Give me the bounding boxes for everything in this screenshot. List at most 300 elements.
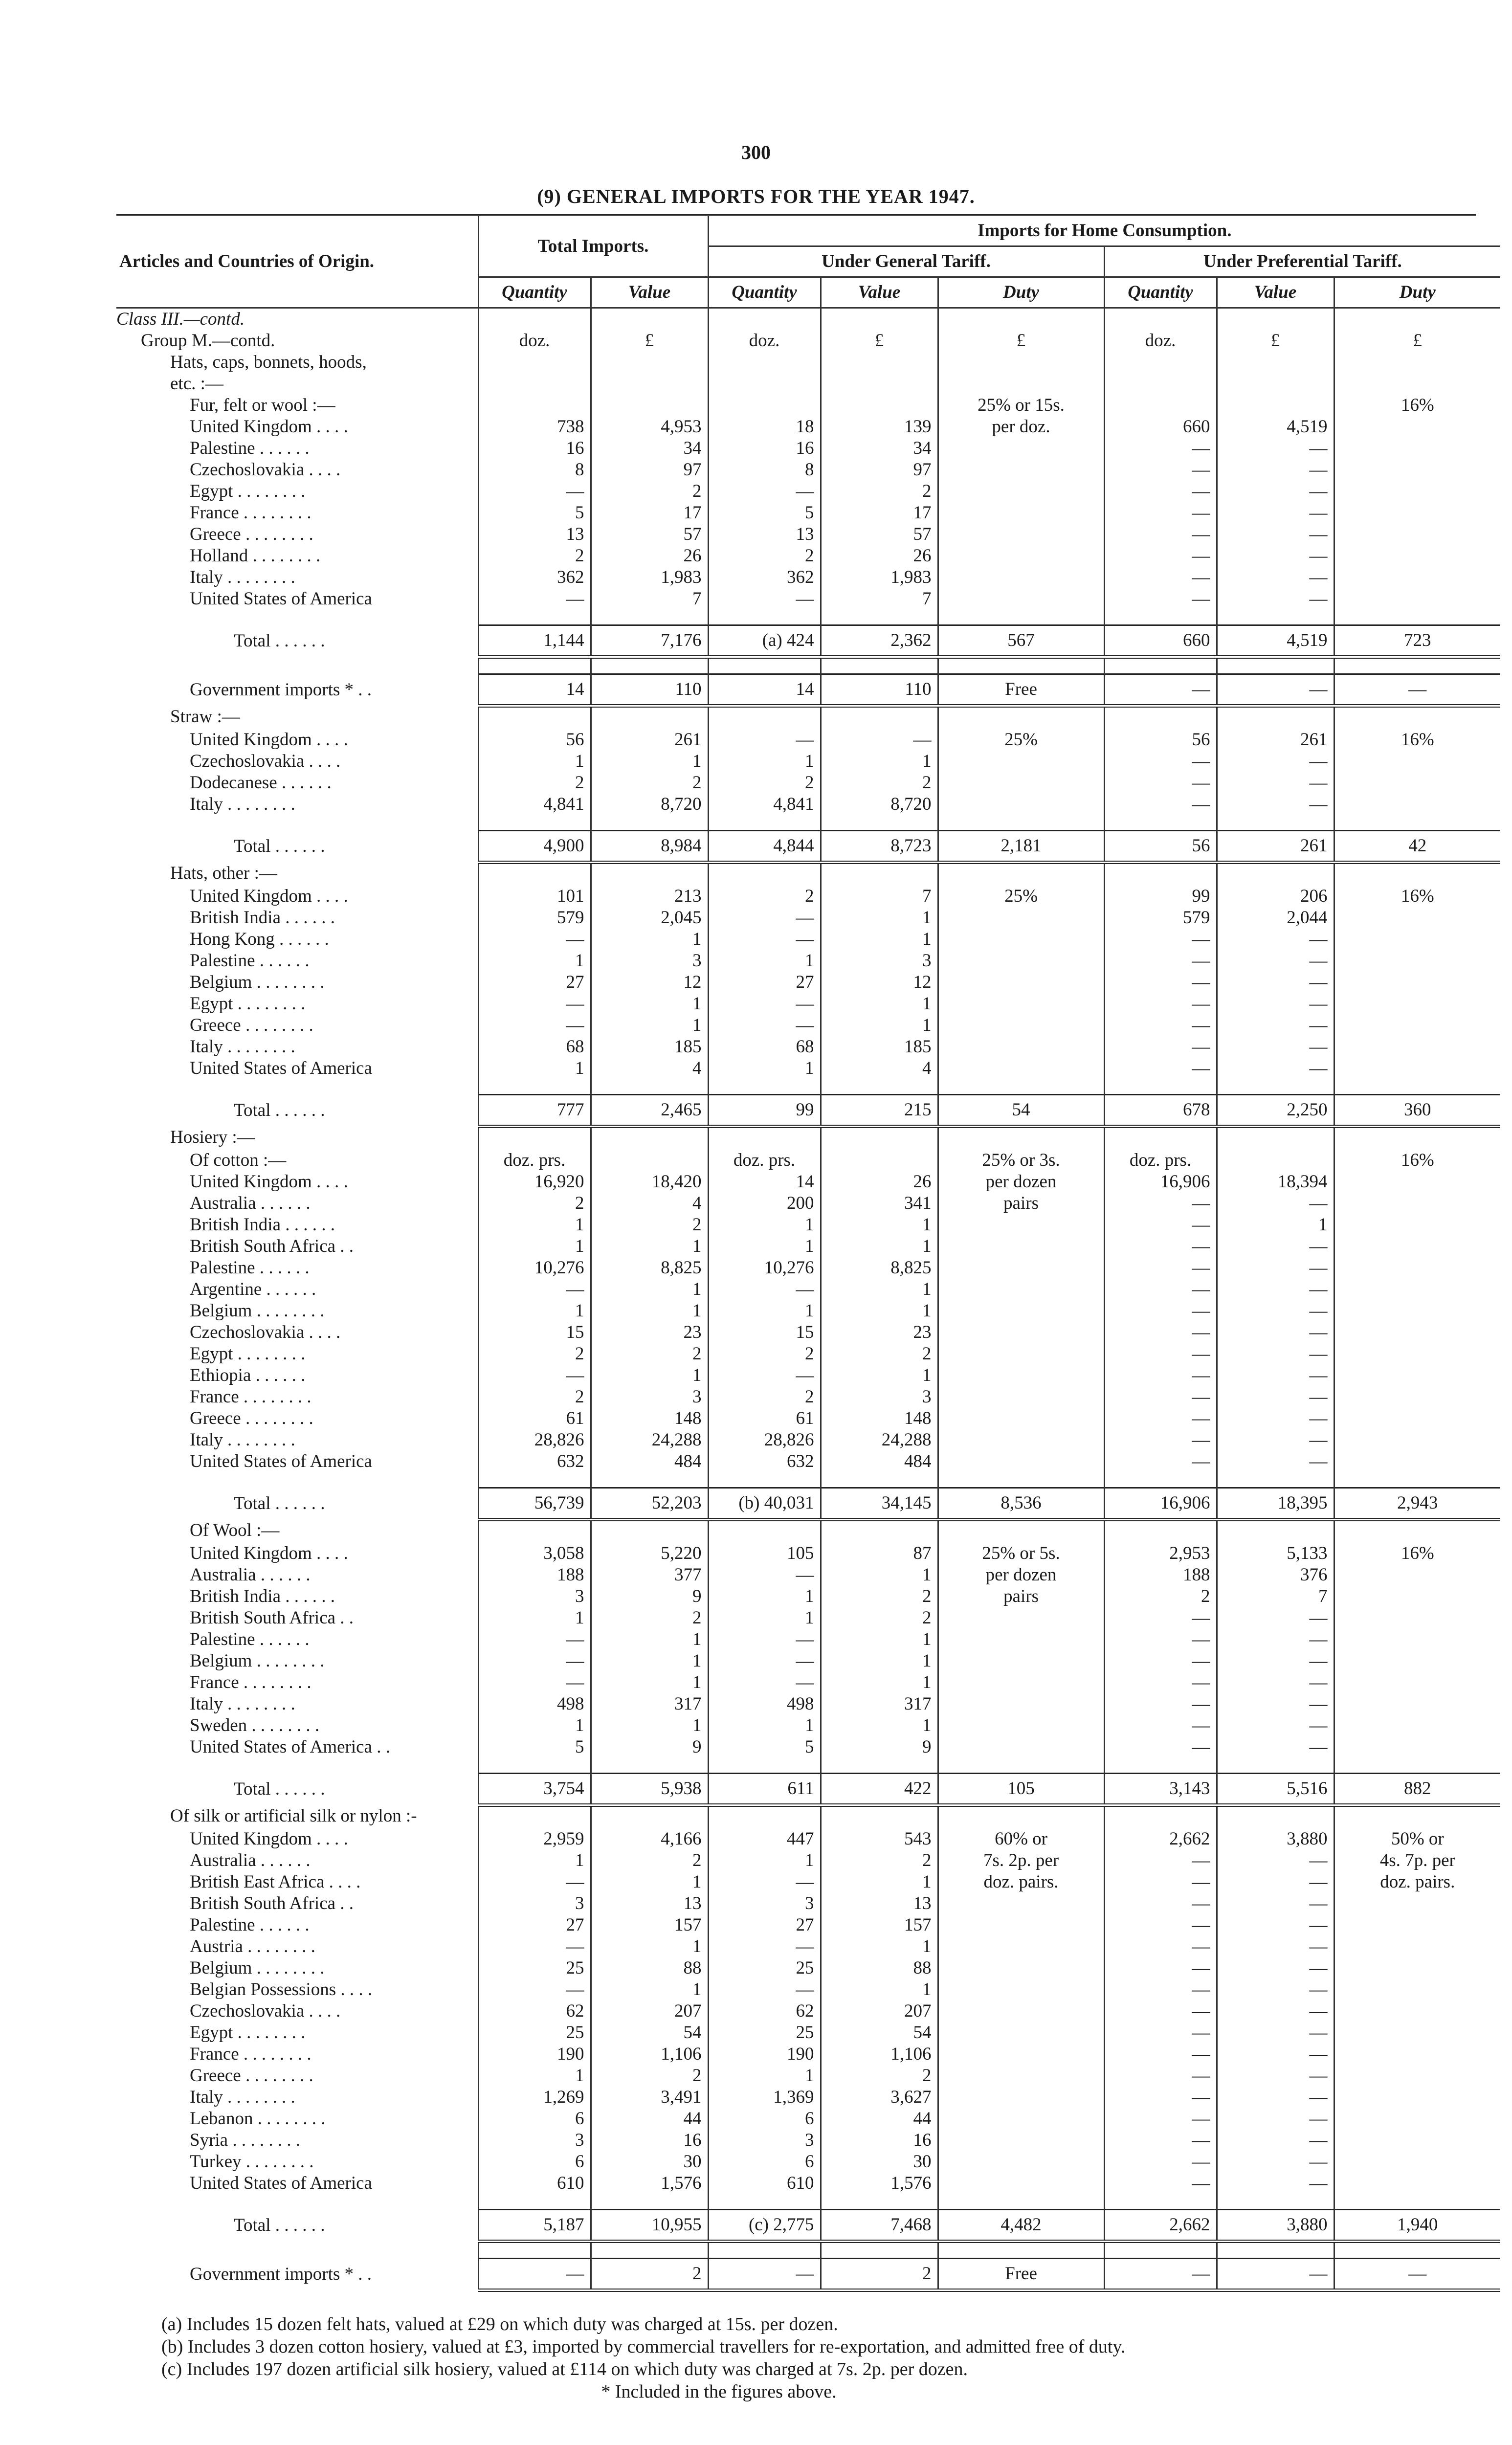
duty-preferential-cell <box>1334 1343 1500 1365</box>
article-name: Argentine . . . . . . <box>190 1279 316 1299</box>
value-preferential-cell <box>1217 352 1334 373</box>
value-general-cell: 484 <box>821 1451 938 1472</box>
value-general-cell: 1 <box>821 907 938 929</box>
value-total-cell: 18,420 <box>591 1171 708 1193</box>
article-name: British India . . . . . . <box>190 1215 335 1235</box>
duty-general-cell <box>938 1715 1104 1736</box>
table-row <box>116 1150 1500 1171</box>
article-name: Greece . . . . . . . . <box>190 1015 313 1035</box>
value-general-cell: 341 <box>821 1193 938 1214</box>
duty-general-cell <box>938 2151 1104 2173</box>
quantity-preferential-cell: — <box>1104 2022 1217 2044</box>
quantity-preferential-cell <box>1104 395 1217 416</box>
quantity-preferential-cell <box>1104 863 1217 886</box>
quantity-general-cell: 610 <box>708 2173 821 2194</box>
value-total-cell: 26 <box>591 545 708 567</box>
header-quantity: Quantity <box>478 277 591 308</box>
imports-table-container <box>116 216 1476 2292</box>
duty-general-cell: Free <box>938 2259 1104 2290</box>
article-name: Government imports * . . <box>190 680 372 700</box>
quantity-preferential-cell: 3,143 <box>1104 1774 1217 1805</box>
quantity-total-cell <box>478 1520 591 1543</box>
table-row <box>116 1715 1500 1736</box>
value-total-cell: 185 <box>591 1036 708 1058</box>
article-name: Belgium . . . . . . . . <box>190 1958 325 1978</box>
article-name: Of Wool :— <box>190 1520 280 1540</box>
value-total-cell: 261 <box>591 729 708 751</box>
value-total-cell: 97 <box>591 459 708 481</box>
value-general-cell: 1 <box>821 1564 938 1586</box>
table-row <box>116 907 1500 929</box>
value-total-cell: 8,720 <box>591 794 708 815</box>
value-preferential-cell: — <box>1217 1058 1334 1079</box>
value-general-cell: 88 <box>821 1957 938 1979</box>
quantity-total-cell <box>478 352 591 373</box>
table-row <box>116 1672 1500 1693</box>
article-name: France . . . . . . . . <box>190 1387 311 1407</box>
value-general-cell: 2 <box>821 2259 938 2290</box>
quantity-general-cell: — <box>708 729 821 751</box>
value-preferential-cell: — <box>1217 1957 1334 1979</box>
value-total-cell: 2 <box>591 1343 708 1365</box>
quantity-preferential-cell: 16,906 <box>1104 1171 1217 1193</box>
value-total-cell <box>591 395 708 416</box>
value-general-cell <box>821 395 938 416</box>
quantity-preferential-cell <box>1104 1805 1217 1829</box>
value-preferential-cell: — <box>1217 1693 1334 1715</box>
value-preferential-cell: — <box>1217 1715 1334 1736</box>
value-general-cell: 1 <box>821 1629 938 1650</box>
quantity-general-cell: 1 <box>708 950 821 972</box>
article-name: Australia . . . . . . <box>190 1193 311 1213</box>
quantity-total-cell: 14 <box>478 674 591 706</box>
value-preferential-cell: 2,250 <box>1217 1095 1334 1127</box>
quantity-general-cell: — <box>708 1629 821 1650</box>
article-name: Class III.—contd. <box>116 309 245 329</box>
quantity-total-cell: 5 <box>478 502 591 524</box>
value-preferential-cell: 18,395 <box>1217 1488 1334 1520</box>
quantity-general-cell: 1 <box>708 1300 821 1322</box>
quantity-preferential-cell: 99 <box>1104 886 1217 907</box>
value-preferential-cell: — <box>1217 1408 1334 1429</box>
quantity-general-cell: — <box>708 2259 821 2290</box>
footnote-a: (a) Includes 15 dozen felt hats, valued at £29 on which duty was charged at 15s. per dozen. <box>161 2314 838 2334</box>
quantity-total-cell: 16,920 <box>478 1171 591 1193</box>
quantity-general-cell: 13 <box>708 524 821 545</box>
table-row <box>116 352 1500 373</box>
quantity-total-cell: 1 <box>478 1850 591 1871</box>
value-total-cell: 2,045 <box>591 907 708 929</box>
table-row <box>116 1058 1500 1079</box>
quantity-general-cell <box>708 352 821 373</box>
footnotes <box>161 2313 1482 2403</box>
table-row <box>116 794 1500 815</box>
article-name: United Kingdom . . . . <box>190 886 348 906</box>
duty-general-cell <box>938 1736 1104 1758</box>
value-total-cell: 110 <box>591 674 708 706</box>
duty-preferential-cell <box>1334 907 1500 929</box>
duty-preferential-cell <box>1334 794 1500 815</box>
value-preferential-cell: — <box>1217 481 1334 502</box>
quantity-general-cell: 14 <box>708 674 821 706</box>
quantity-preferential-cell: — <box>1104 1365 1217 1386</box>
page-title: (9) GENERAL IMPORTS FOR THE YEAR 1947. <box>537 185 975 207</box>
article-name: France . . . . . . . . <box>190 2044 311 2064</box>
value-total-cell: 2 <box>591 772 708 794</box>
duty-general-cell: per dozen <box>938 1171 1104 1193</box>
value-general-cell: 97 <box>821 459 938 481</box>
quantity-total-cell: — <box>478 1672 591 1693</box>
article-name: British East Africa . . . . <box>190 1872 361 1892</box>
duty-preferential-cell <box>1334 438 1500 459</box>
value-total-cell: 12 <box>591 972 708 993</box>
value-total-cell: 1 <box>591 993 708 1015</box>
quantity-total-cell: 362 <box>478 567 591 588</box>
quantity-preferential-cell: — <box>1104 1914 1217 1936</box>
quantity-preferential-cell: — <box>1104 438 1217 459</box>
article-name: France . . . . . . . . <box>190 1672 311 1692</box>
duty-preferential-cell: 16% <box>1334 1150 1500 1171</box>
quantity-preferential-cell: — <box>1104 2108 1217 2130</box>
duty-general-cell <box>938 1300 1104 1322</box>
quantity-general-cell: 28,826 <box>708 1429 821 1451</box>
article-name: Government imports * . . <box>190 2264 372 2284</box>
duty-preferential-cell <box>1334 929 1500 950</box>
value-preferential-cell: — <box>1217 1607 1334 1629</box>
value-total-cell: 30 <box>591 2151 708 2173</box>
duty-general-cell: 2,181 <box>938 831 1104 863</box>
value-preferential-cell: — <box>1217 2151 1334 2173</box>
value-general-cell: 2 <box>821 2065 938 2087</box>
quantity-preferential-cell <box>1104 706 1217 730</box>
table-row <box>116 416 1500 438</box>
value-general-cell <box>821 1805 938 1829</box>
quantity-total-cell: 25 <box>478 2022 591 2044</box>
duty-preferential-cell: 16% <box>1334 729 1500 751</box>
quantity-total-cell: 188 <box>478 1564 591 1586</box>
quantity-preferential-cell: — <box>1104 2087 1217 2108</box>
quantity-general-cell: doz. prs. <box>708 1150 821 1171</box>
duty-preferential-cell <box>1334 863 1500 886</box>
duty-preferential-cell <box>1334 1015 1500 1036</box>
quantity-preferential-cell: — <box>1104 1672 1217 1693</box>
table-row <box>116 1586 1500 1607</box>
duty-general-cell <box>938 993 1104 1015</box>
quantity-general-cell: — <box>708 1871 821 1893</box>
duty-preferential-cell <box>1334 1672 1500 1693</box>
quantity-preferential-cell: — <box>1104 1693 1217 1715</box>
table-row <box>116 1564 1500 1586</box>
value-preferential-cell: — <box>1217 1736 1334 1758</box>
quantity-preferential-cell: — <box>1104 1408 1217 1429</box>
duty-general-cell <box>938 545 1104 567</box>
quantity-total-cell: 632 <box>478 1451 591 1472</box>
value-general-cell: 543 <box>821 1828 938 1850</box>
value-total-cell: 9 <box>591 1586 708 1607</box>
table-row <box>116 2108 1500 2130</box>
duty-preferential-cell <box>1334 1586 1500 1607</box>
quantity-total-cell <box>478 706 591 730</box>
value-general-cell: 1 <box>821 751 938 772</box>
quantity-general-cell: — <box>708 1672 821 1693</box>
quantity-total-cell <box>478 1805 591 1829</box>
duty-general-cell <box>938 1914 1104 1936</box>
quantity-general-cell: — <box>708 1015 821 1036</box>
duty-general-cell <box>938 438 1104 459</box>
duty-general-cell <box>938 308 1104 331</box>
quantity-total-cell: 1 <box>478 1300 591 1322</box>
table-row <box>116 886 1500 907</box>
quantity-total-cell: — <box>478 1979 591 2000</box>
value-general-cell: 1,576 <box>821 2173 938 2194</box>
value-preferential-cell: 3,880 <box>1217 1828 1334 1850</box>
quantity-preferential-cell: 56 <box>1104 831 1217 863</box>
table-row <box>116 1365 1500 1386</box>
quantity-general-cell: doz. <box>708 330 821 352</box>
article-name: Ethiopia . . . . . . <box>190 1365 306 1385</box>
article-name: Dodecanese . . . . . . <box>190 773 332 793</box>
duty-general-cell <box>938 1607 1104 1629</box>
quantity-general-cell: 6 <box>708 2108 821 2130</box>
value-preferential-cell: — <box>1217 1300 1334 1322</box>
duty-preferential-cell: 723 <box>1334 625 1500 657</box>
value-general-cell: 2 <box>821 1850 938 1871</box>
value-preferential-cell: — <box>1217 2130 1334 2151</box>
value-general-cell: 54 <box>821 2022 938 2044</box>
table-row <box>116 1127 1500 1150</box>
value-preferential-cell: — <box>1217 1914 1334 1936</box>
value-total-cell <box>591 373 708 395</box>
value-total-cell: 1 <box>591 1979 708 2000</box>
value-general-cell <box>821 1520 938 1543</box>
header-quantity: Quantity <box>708 277 821 308</box>
quantity-total-cell: 579 <box>478 907 591 929</box>
value-total-cell: 1 <box>591 1871 708 1893</box>
value-preferential-cell: 261 <box>1217 729 1334 751</box>
quantity-general-cell: 25 <box>708 1957 821 1979</box>
value-total-cell: 1 <box>591 1300 708 1322</box>
article-name: Palestine . . . . . . <box>190 1629 310 1649</box>
article-name: Italy . . . . . . . . <box>190 1430 295 1450</box>
article-name: British South Africa . . <box>190 1893 354 1913</box>
quantity-total-cell: 2 <box>478 545 591 567</box>
duty-preferential-cell: 16% <box>1334 1543 1500 1564</box>
quantity-total-cell: — <box>478 481 591 502</box>
value-general-cell: 185 <box>821 1036 938 1058</box>
table-row <box>116 1015 1500 1036</box>
value-general-cell: 34 <box>821 438 938 459</box>
quantity-preferential-cell: — <box>1104 588 1217 610</box>
duty-general-cell <box>938 1365 1104 1386</box>
duty-general-cell <box>938 481 1104 502</box>
article-name: Italy . . . . . . . . <box>190 794 295 814</box>
quantity-general-cell: 2 <box>708 1386 821 1408</box>
value-total-cell: 1 <box>591 1629 708 1650</box>
quantity-total-cell: 62 <box>478 2000 591 2022</box>
quantity-total-cell: 56,739 <box>478 1488 591 1520</box>
value-general-cell: 1 <box>821 1672 938 1693</box>
quantity-general-cell: 1 <box>708 1058 821 1079</box>
quantity-general-cell: 5 <box>708 1736 821 1758</box>
spacer-row <box>116 1472 1500 1488</box>
quantity-total-cell: doz. <box>478 330 591 352</box>
table-row <box>116 588 1500 610</box>
duty-preferential-cell <box>1334 972 1500 993</box>
quantity-preferential-cell: — <box>1104 1979 1217 2000</box>
value-preferential-cell: — <box>1217 438 1334 459</box>
duty-general-cell <box>938 1451 1104 1472</box>
value-general-cell: 148 <box>821 1408 938 1429</box>
duty-preferential-cell: 50% or <box>1334 1828 1500 1850</box>
quantity-preferential-cell: 2,662 <box>1104 1828 1217 1850</box>
duty-general-cell <box>938 1693 1104 1715</box>
value-total-cell: 2 <box>591 1850 708 1871</box>
value-general-cell <box>821 1150 938 1171</box>
duty-preferential-cell <box>1334 2022 1500 2044</box>
value-total-cell: 1 <box>591 1015 708 1036</box>
table-row <box>116 481 1500 502</box>
value-total-cell: 88 <box>591 1957 708 1979</box>
duty-preferential-cell: doz. pairs. <box>1334 1871 1500 1893</box>
value-preferential-cell <box>1217 1150 1334 1171</box>
quantity-general-cell: 190 <box>708 2044 821 2065</box>
quantity-total-cell: 6 <box>478 2151 591 2173</box>
quantity-general-cell: 61 <box>708 1408 821 1429</box>
value-preferential-cell: — <box>1217 1365 1334 1386</box>
value-general-cell <box>821 706 938 730</box>
quantity-total-cell: — <box>478 1015 591 1036</box>
article-name: Greece . . . . . . . . <box>190 524 313 544</box>
duty-general-cell: 60% or <box>938 1828 1104 1850</box>
article-name: United States of America <box>190 2173 372 2193</box>
value-general-cell: 157 <box>821 1914 938 1936</box>
value-total-cell <box>591 863 708 886</box>
table-row <box>116 545 1500 567</box>
article-name: Group M.—contd. <box>141 331 275 351</box>
duty-preferential-cell <box>1334 1914 1500 1936</box>
value-total-cell: 8,825 <box>591 1257 708 1279</box>
article-name: United States of America . . <box>190 1737 390 1757</box>
duty-general-cell <box>938 1236 1104 1257</box>
duty-preferential-cell: £ <box>1334 330 1500 352</box>
value-preferential-cell: — <box>1217 1322 1334 1343</box>
value-total-cell <box>591 706 708 730</box>
table-row <box>116 2044 1500 2065</box>
duty-general-cell: £ <box>938 330 1104 352</box>
table-row <box>116 1914 1500 1936</box>
quantity-general-cell <box>708 308 821 331</box>
table-row <box>116 1893 1500 1914</box>
quantity-total-cell: 28,826 <box>478 1429 591 1451</box>
value-general-cell: 1,983 <box>821 567 938 588</box>
quantity-preferential-cell: — <box>1104 1193 1217 1214</box>
quantity-preferential-cell: — <box>1104 674 1217 706</box>
header-general-tariff: Under General Tariff. <box>708 246 1104 277</box>
table-body <box>116 308 1500 2290</box>
duty-preferential-cell <box>1334 588 1500 610</box>
quantity-total-cell: — <box>478 2259 591 2290</box>
quantity-total-cell: 738 <box>478 416 591 438</box>
quantity-general-cell <box>708 395 821 416</box>
value-general-cell: 1 <box>821 1650 938 1672</box>
quantity-preferential-cell: — <box>1104 1343 1217 1365</box>
duty-preferential-cell: — <box>1334 2259 1500 2290</box>
quantity-total-cell <box>478 308 591 331</box>
value-general-cell: 1 <box>821 1936 938 1957</box>
table-row <box>116 1193 1500 1214</box>
duty-general-cell <box>938 1629 1104 1650</box>
value-total-cell: 52,203 <box>591 1488 708 1520</box>
government-imports-row <box>116 674 1500 706</box>
quantity-preferential-cell: — <box>1104 2151 1217 2173</box>
quantity-total-cell: 1 <box>478 1214 591 1236</box>
quantity-preferential-cell: — <box>1104 1736 1217 1758</box>
value-total-cell: 3 <box>591 1386 708 1408</box>
quantity-general-cell <box>708 863 821 886</box>
header-value: Value <box>821 277 938 308</box>
value-total-cell: 1,576 <box>591 2173 708 2194</box>
duty-preferential-cell <box>1334 1715 1500 1736</box>
total-row <box>116 2210 1500 2242</box>
value-preferential-cell: — <box>1217 751 1334 772</box>
value-total-cell <box>591 1150 708 1171</box>
article-name: Italy . . . . . . . . <box>190 1037 295 1057</box>
quantity-preferential-cell: 660 <box>1104 625 1217 657</box>
duty-general-cell: 567 <box>938 625 1104 657</box>
quantity-preferential-cell: — <box>1104 751 1217 772</box>
value-general-cell: 7 <box>821 588 938 610</box>
value-general-cell: 1 <box>821 1300 938 1322</box>
duty-general-cell <box>938 2087 1104 2108</box>
duty-general-cell <box>938 524 1104 545</box>
value-preferential-cell <box>1217 706 1334 730</box>
quantity-general-cell: (b) 40,031 <box>708 1488 821 1520</box>
duty-preferential-cell <box>1334 1564 1500 1586</box>
duty-general-cell <box>938 751 1104 772</box>
value-general-cell: £ <box>821 330 938 352</box>
article-name: Lebanon . . . . . . . . <box>190 2109 326 2129</box>
quantity-preferential-cell: 579 <box>1104 907 1217 929</box>
article-name: United Kingdom . . . . <box>190 1543 348 1563</box>
value-preferential-cell: — <box>1217 1871 1334 1893</box>
duty-preferential-cell <box>1334 2130 1500 2151</box>
table-row <box>116 1629 1500 1650</box>
quantity-total-cell: 27 <box>478 1914 591 1936</box>
quantity-general-cell: 4,844 <box>708 831 821 863</box>
duty-general-cell <box>938 352 1104 373</box>
quantity-total-cell: 68 <box>478 1036 591 1058</box>
value-general-cell: 3 <box>821 950 938 972</box>
article-name: United States of America <box>190 589 372 609</box>
quantity-total-cell: — <box>478 1650 591 1672</box>
duty-preferential-cell <box>1334 567 1500 588</box>
article-name: Greece . . . . . . . . <box>190 1408 313 1428</box>
value-general-cell: 44 <box>821 2108 938 2130</box>
value-general-cell: 1 <box>821 1979 938 2000</box>
value-preferential-cell: 261 <box>1217 831 1334 863</box>
article-name: Of cotton :— <box>190 1150 287 1170</box>
value-total-cell: 1 <box>591 1936 708 1957</box>
table-row <box>116 993 1500 1015</box>
duty-preferential-cell <box>1334 1893 1500 1914</box>
duty-general-cell <box>938 1257 1104 1279</box>
duty-preferential-cell: 882 <box>1334 1774 1500 1805</box>
duty-preferential-cell <box>1334 1214 1500 1236</box>
duty-preferential-cell <box>1334 1036 1500 1058</box>
duty-general-cell: per dozen <box>938 1564 1104 1586</box>
value-general-cell: 30 <box>821 2151 938 2173</box>
article-name: France . . . . . . . . <box>190 503 311 523</box>
